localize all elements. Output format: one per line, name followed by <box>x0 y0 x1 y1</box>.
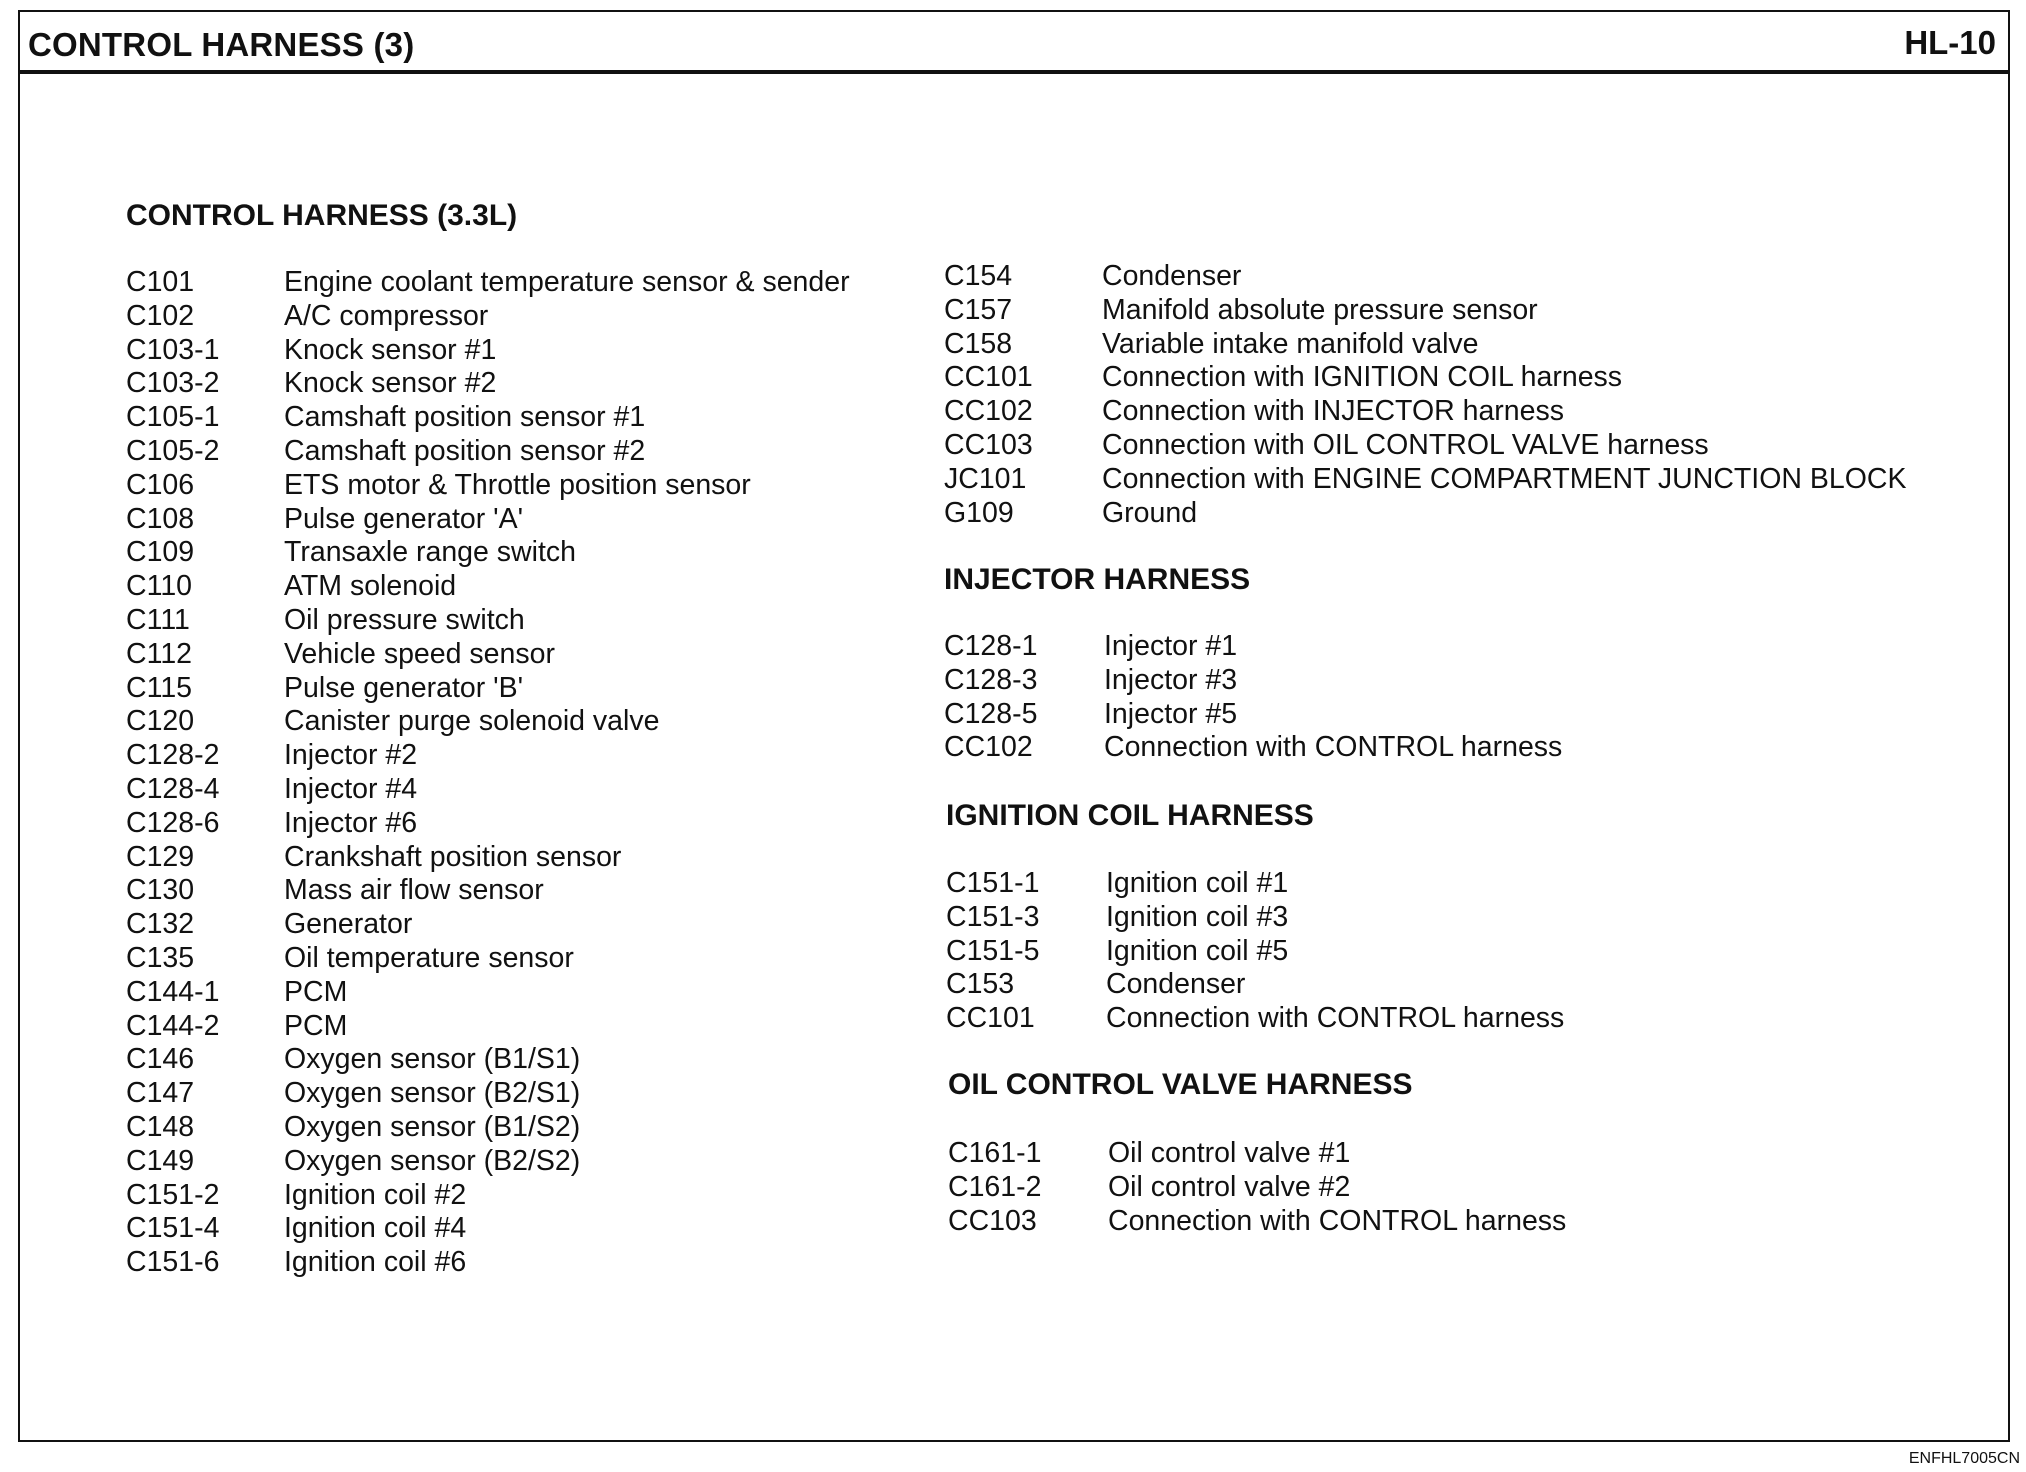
connector-code: CC102 <box>944 731 1033 764</box>
connector-description: ATM solenoid <box>284 570 457 603</box>
connector-code: C105-1 <box>126 401 220 434</box>
connector-description: Ignition coil #4 <box>284 1212 467 1245</box>
connector-description: Injector #5 <box>1104 697 1238 730</box>
connector-description: Oil pressure switch <box>284 603 525 636</box>
connector-description: Ignition coil #3 <box>1106 900 1289 933</box>
connector-row <box>126 739 886 773</box>
connector-row <box>126 942 886 976</box>
oil-control-valve-harness-title: OIL CONTROL VALVE HARNESS <box>948 1068 1413 1101</box>
connector-row <box>126 638 886 672</box>
connector-code: C151-3 <box>946 900 1040 933</box>
connector-description: Condenser <box>1102 260 1242 292</box>
connector-code: C147 <box>126 1077 195 1110</box>
page-number: HL-10 <box>1904 24 1996 61</box>
connector-description: Condenser <box>1106 968 1246 1001</box>
connector-description: Oxygen sensor (B2/S2) <box>284 1144 581 1177</box>
connector-description: Manifold absolute pressure sensor <box>1102 293 1538 326</box>
connector-row <box>126 503 886 537</box>
connector-description: PCM <box>284 1009 348 1042</box>
connector-code: C144-1 <box>126 975 220 1008</box>
connector-row <box>944 361 1954 395</box>
connector-description: Pulse generator 'A' <box>284 502 524 535</box>
connector-code: CC101 <box>946 1002 1035 1035</box>
connector-description: Injector #1 <box>1104 630 1238 662</box>
connector-row <box>126 1010 886 1044</box>
connector-row <box>126 908 886 942</box>
connector-row <box>126 1111 886 1145</box>
connector-code: C110 <box>126 570 193 603</box>
connector-code: CC101 <box>944 361 1033 394</box>
connector-row <box>944 731 1644 765</box>
document-code: ENFHL7005CN <box>1908 1450 2020 1467</box>
connector-description: Ignition coil #6 <box>284 1246 467 1279</box>
connector-row <box>126 536 886 570</box>
connector-description: Camshaft position sensor #1 <box>284 401 646 434</box>
connector-description: Vehicle speed sensor <box>284 637 555 670</box>
page-header <box>20 12 2008 74</box>
connector-code: C111 <box>126 603 190 636</box>
connector-row <box>126 1179 886 1213</box>
connector-row <box>126 807 886 841</box>
connector-description: Generator <box>284 908 413 941</box>
connector-description: ETS motor & Throttle position sensor <box>284 468 751 501</box>
connector-code: C151-6 <box>126 1246 220 1279</box>
connector-row <box>944 698 1644 732</box>
connector-row <box>126 435 886 469</box>
connector-code: C128-1 <box>944 630 1038 662</box>
connector-description: Connection with OIL CONTROL VALVE harness <box>1102 428 1709 461</box>
connector-description: Oil control valve #2 <box>1108 1170 1351 1203</box>
connector-description: Injector #4 <box>284 772 418 805</box>
connector-row <box>946 901 1646 935</box>
connector-row <box>126 401 886 435</box>
connector-row <box>126 469 886 503</box>
connector-row <box>944 294 1954 328</box>
connector-description: Connection with CONTROL harness <box>1108 1204 1567 1237</box>
connector-row <box>948 1137 1648 1171</box>
connector-code: C103-1 <box>126 333 220 366</box>
connector-row <box>126 604 886 638</box>
connector-code: C128-4 <box>126 772 220 805</box>
injector-harness-list <box>944 630 1644 765</box>
connector-code: C135 <box>126 941 195 974</box>
connector-code: C128-2 <box>126 739 220 772</box>
connector-row <box>944 630 1644 664</box>
connector-row <box>126 976 886 1010</box>
connector-code: C128-3 <box>944 663 1038 696</box>
control-harness-title: CONTROL HARNESS (3.3L) <box>126 199 518 232</box>
connector-row <box>126 1246 886 1280</box>
connector-code: C132 <box>126 908 195 941</box>
ignition-coil-harness-list <box>946 867 1646 1036</box>
connector-code: C157 <box>944 293 1013 326</box>
connector-code: C108 <box>126 502 195 535</box>
connector-row <box>944 429 1954 463</box>
connector-code: C105-2 <box>126 434 220 467</box>
connector-code: CC103 <box>944 428 1033 461</box>
connector-description: Canister purge solenoid valve <box>284 705 660 738</box>
connector-code: CC102 <box>944 395 1033 428</box>
connector-code: C151-5 <box>946 934 1040 967</box>
connector-row <box>126 367 886 401</box>
connector-row <box>126 705 886 739</box>
connector-row <box>948 1171 1648 1205</box>
connector-code: C115 <box>126 671 193 704</box>
connector-code: C120 <box>126 705 195 738</box>
connector-row <box>126 773 886 807</box>
connector-description: Camshaft position sensor #2 <box>284 434 646 467</box>
connector-description: Variable intake manifold valve <box>1102 327 1479 360</box>
connector-description: Oxygen sensor (B2/S1) <box>284 1077 581 1110</box>
connector-row <box>126 672 886 706</box>
connector-description: Connection with INJECTOR harness <box>1102 395 1564 428</box>
connector-description: Transaxle range switch <box>284 536 576 569</box>
connector-description: Injector #6 <box>284 806 418 839</box>
connector-code: C148 <box>126 1110 195 1143</box>
connector-description: Ignition coil #2 <box>284 1178 467 1211</box>
connector-row <box>126 570 886 604</box>
connector-description: Oxygen sensor (B1/S2) <box>284 1110 581 1143</box>
ignition-coil-harness-title: IGNITION COIL HARNESS <box>946 799 1314 832</box>
connector-description: Knock sensor #1 <box>284 333 497 366</box>
connector-row <box>946 968 1646 1002</box>
connector-row <box>126 1077 886 1111</box>
connector-code: CC103 <box>948 1204 1037 1237</box>
connector-row <box>944 497 1954 531</box>
connector-description: Injector #3 <box>1104 663 1238 696</box>
connector-row <box>944 395 1954 429</box>
connector-description: Engine coolant temperature sensor & sender <box>284 266 850 298</box>
connector-row <box>946 867 1646 901</box>
connector-description: Knock sensor #2 <box>284 367 497 400</box>
connector-code: C128-6 <box>126 806 220 839</box>
connector-code: C129 <box>126 840 195 873</box>
control-harness-list <box>126 266 886 1280</box>
connector-code: C149 <box>126 1144 195 1177</box>
connector-code: C161-2 <box>948 1170 1042 1203</box>
connector-description: Oxygen sensor (B1/S1) <box>284 1043 581 1076</box>
connector-code: C151-1 <box>946 867 1040 899</box>
connector-description: Connection with ENGINE COMPARTMENT JUNCTION BLOCK <box>1102 462 1907 495</box>
connector-row <box>126 874 886 908</box>
connector-row <box>126 1145 886 1179</box>
connector-row <box>126 300 886 334</box>
connector-description: A/C compressor <box>284 299 489 332</box>
connector-code: G109 <box>944 496 1014 529</box>
connector-row <box>944 328 1954 362</box>
connector-code: C158 <box>944 327 1013 360</box>
connector-row <box>944 260 1954 294</box>
connector-code: C146 <box>126 1043 195 1076</box>
connector-description: Ignition coil #5 <box>1106 934 1289 967</box>
connector-description: Crankshaft position sensor <box>284 840 622 873</box>
connector-row <box>126 1043 886 1077</box>
connector-row <box>126 841 886 875</box>
connector-row <box>946 935 1646 969</box>
page-title: CONTROL HARNESS (3) <box>28 26 415 63</box>
control-harness-continued-list <box>944 260 1954 530</box>
connector-description: Ground <box>1102 496 1198 529</box>
connector-description: Oil temperature sensor <box>284 941 574 974</box>
connector-code: C130 <box>126 874 195 907</box>
connector-code: C106 <box>126 468 195 501</box>
connector-code: C161-1 <box>948 1137 1042 1169</box>
connector-code: C151-4 <box>126 1212 220 1245</box>
connector-code: C154 <box>944 260 1013 292</box>
connector-row <box>126 334 886 368</box>
connector-code: C103-2 <box>126 367 220 400</box>
connector-code: C128-5 <box>944 697 1038 730</box>
connector-description: Connection with CONTROL harness <box>1104 731 1563 764</box>
connector-description: Pulse generator 'B' <box>284 671 524 704</box>
connector-code: C153 <box>946 968 1015 1001</box>
connector-row <box>946 1002 1646 1036</box>
connector-description: Connection with IGNITION COIL harness <box>1102 361 1623 394</box>
connector-row <box>944 664 1644 698</box>
connector-code: C101 <box>126 266 195 298</box>
connector-code: C151-2 <box>126 1178 220 1211</box>
connector-row <box>948 1205 1648 1239</box>
connector-description: PCM <box>284 975 348 1008</box>
connector-code: C112 <box>126 637 193 670</box>
connector-row <box>126 1212 886 1246</box>
injector-harness-title: INJECTOR HARNESS <box>944 563 1251 596</box>
connector-description: Injector #2 <box>284 739 418 772</box>
connector-code: JC101 <box>944 462 1027 495</box>
connector-description: Ignition coil #1 <box>1106 867 1289 899</box>
connector-description: Mass air flow sensor <box>284 874 544 907</box>
oil-control-valve-harness-list <box>948 1137 1648 1238</box>
connector-row <box>126 266 886 300</box>
connector-description: Connection with CONTROL harness <box>1106 1002 1565 1035</box>
connector-code: C102 <box>126 299 195 332</box>
connector-description: Oil control valve #1 <box>1108 1137 1351 1169</box>
connector-code: C109 <box>126 536 195 569</box>
connector-row <box>944 463 1954 497</box>
connector-code: C144-2 <box>126 1009 220 1042</box>
